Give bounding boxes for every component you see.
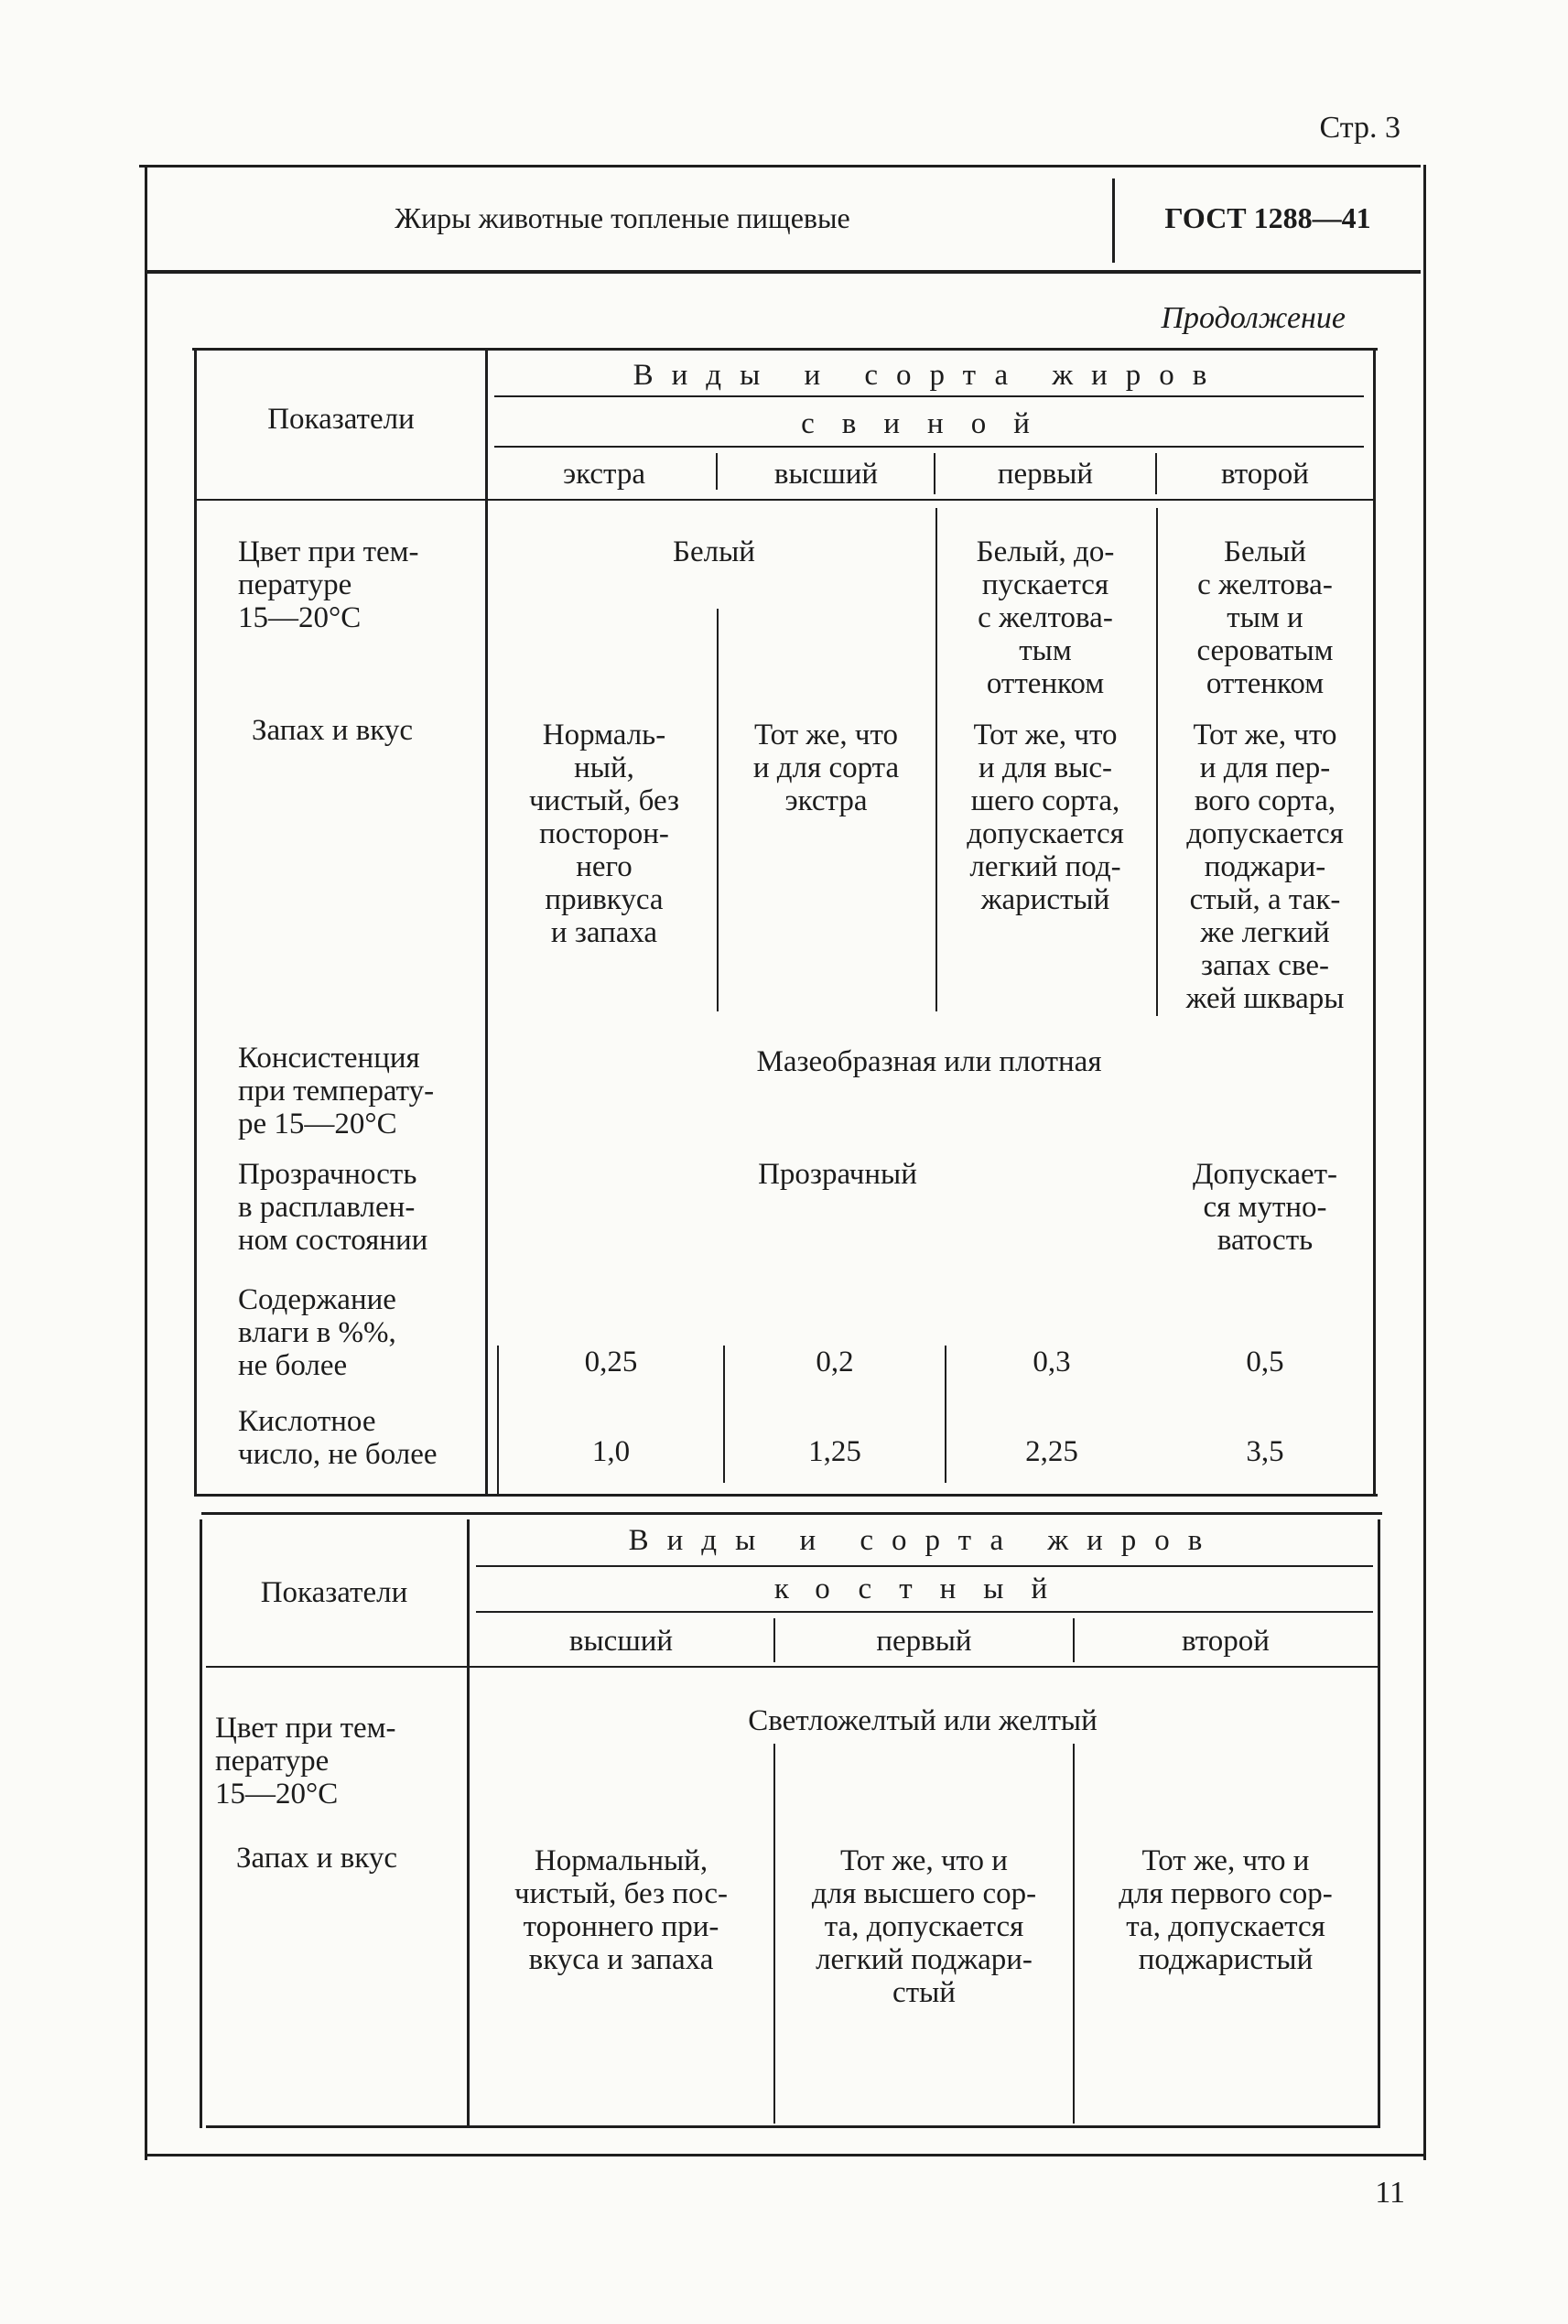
t2-left-border xyxy=(200,1519,202,2128)
t1-col-extra: экстра xyxy=(563,458,645,491)
t2-col-first: первый xyxy=(876,1625,972,1658)
t1-color-first: Белый, до- пускается с желтова- тым оттенком xyxy=(976,535,1115,700)
t1-row-acid-label: Кислотное число, не более xyxy=(238,1405,438,1471)
t1-row-consistency-label: Консистенция при температу- ре 15—20°С xyxy=(238,1042,435,1140)
t1-subgroup-rule xyxy=(494,446,1364,448)
t1-acid-highest: 1,25 xyxy=(808,1435,861,1468)
t1-moisture-first: 0,3 xyxy=(1033,1346,1071,1378)
t1-moisture-second: 0,5 xyxy=(1246,1346,1284,1378)
page-frame-left xyxy=(145,165,147,2160)
t2-color-all: Светложелтый или желтый xyxy=(748,1704,1098,1737)
t1-transparency-second: Допускает- ся мутно- ватость xyxy=(1192,1158,1338,1257)
document-code: ГОСТ 1288—41 xyxy=(1164,201,1371,234)
t2-smell-highest: Нормальный, чистый, без пос- тороннего при- вкуса и запаха xyxy=(514,1844,728,1976)
document-title: Жиры животные топленые пищевые xyxy=(395,201,850,234)
t1-header-bottom-rule xyxy=(197,499,1373,501)
t2-smell-first: Тот же, что и для высшего сор- та, допускается легкий поджари- стый xyxy=(811,1844,1037,2009)
t1-bottom-border xyxy=(197,1494,1378,1497)
t2-indicators-header: Показатели xyxy=(260,1576,408,1609)
page-frame-bottom xyxy=(145,2154,1426,2156)
t2-subgroup-rule xyxy=(476,1611,1373,1613)
t2-top-border xyxy=(201,1512,1382,1515)
t1-group-header: Виды и сорта жиров xyxy=(633,359,1226,392)
t2-right-border xyxy=(1378,1519,1380,2128)
t1-transparency-first-three: Прозрачный xyxy=(758,1158,917,1191)
page-frame-right xyxy=(1423,165,1426,2160)
t1-color-second: Белый с желтова- тым и сероватым оттенком xyxy=(1196,535,1334,700)
t2-row-smell-label: Запах и вкус xyxy=(236,1842,398,1875)
t1-moisture-extra: 0,25 xyxy=(584,1346,638,1378)
t1-row-color-label: Цвет при тем- пературе 15—20°С xyxy=(238,535,419,634)
t1-group-rule xyxy=(494,395,1364,397)
t2-col-highest: высший xyxy=(568,1625,674,1658)
header-bottom-rule xyxy=(146,270,1421,274)
t1-moisture-highest: 0,2 xyxy=(816,1346,854,1378)
t1-smell-first: Тот же, что и для выс- шего сорта, допускается легкий под- жаристый xyxy=(967,719,1124,916)
t2-label-divider xyxy=(467,1519,470,2128)
t1-left-border xyxy=(194,348,197,1497)
t1-acid-extra: 1,0 xyxy=(591,1435,631,1468)
t1-smell-highest: Тот же, что и для сорта экстра xyxy=(752,719,900,817)
page-number: 11 xyxy=(1375,2176,1405,2210)
t2-group-header: Виды и сорта жиров xyxy=(628,1524,1221,1557)
t1-row-moisture-label: Содержание влаги в %%, не более xyxy=(238,1283,396,1382)
t1-row-transparency-label: Прозрачность в расплавлен- ном состоянии xyxy=(238,1158,428,1257)
continuation-label: Продолжение xyxy=(1161,301,1346,335)
t2-subgroup-header: костный xyxy=(773,1573,1076,1605)
t1-label-divider xyxy=(485,348,488,1497)
t1-col-highest: высший xyxy=(773,458,879,491)
t1-col-first: первый xyxy=(997,458,1094,491)
t1-row-smell-label: Запах и вкус xyxy=(252,714,414,747)
t1-consistency-all: Мазеобразная или плотная xyxy=(756,1045,1102,1078)
t2-group-rule xyxy=(476,1565,1373,1567)
t1-col-second: второй xyxy=(1221,458,1309,491)
t1-acid-first: 2,25 xyxy=(1025,1435,1078,1468)
t2-bottom-border xyxy=(206,2125,1378,2128)
t1-right-border xyxy=(1373,348,1376,1497)
t1-acid-second: 3,5 xyxy=(1246,1435,1284,1468)
header-top-rule xyxy=(139,165,1421,168)
t1-subgroup-header: свиной xyxy=(801,407,1057,440)
header-divider xyxy=(1112,178,1115,263)
t1-color-extra-highest: Белый xyxy=(673,535,755,568)
t1-col-divider-1h xyxy=(716,453,718,490)
t1-top-border xyxy=(192,348,1378,351)
t2-row-color-label: Цвет при тем- пературе 15—20°С xyxy=(215,1712,396,1811)
t2-header-bottom-rule xyxy=(206,1666,1378,1668)
page-label: Стр. 3 xyxy=(1319,111,1400,145)
t2-smell-second: Тот же, что и для первого сор- та, допускается поджаристый xyxy=(1119,1844,1333,1976)
t1-smell-extra: Нормаль- ный, чистый, без посторон- него привкуса и запаха xyxy=(528,719,680,949)
t2-col-second: второй xyxy=(1182,1625,1270,1658)
t1-smell-second: Тот же, что и для пер- вого сорта, допускается поджари- стый, а так- же легкий запах све- жей шквары xyxy=(1185,719,1345,1015)
t1-indicators-header: Показатели xyxy=(267,403,415,436)
